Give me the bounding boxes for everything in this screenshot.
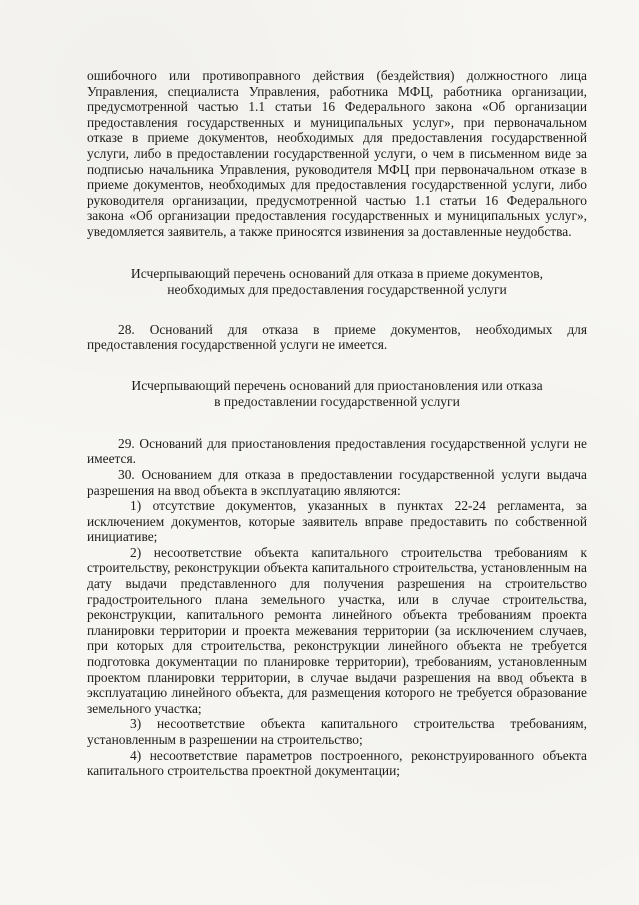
paragraph-29: 29. Оснований для приостановления предоставления государственной услуги не имеется.	[87, 435, 587, 467]
paragraph-28: 28. Оснований для отказа в приеме документов, необходимых для предоставления государственной услуги не имеется.	[87, 321, 587, 353]
heading-line: необходимых для предоставления государственной услуги	[167, 281, 507, 297]
heading-line: в предоставлении государственной услуги	[214, 393, 460, 409]
list-item-1: 1) отсутствие документов, указанных в пунктах 22-24 регламента, за исключением документов, которые заявитель вправе предоставить по собственной инициативе;	[87, 498, 587, 545]
document-body	[87, 68, 587, 779]
paragraph-30: 30. Основанием для отказа в предоставлении государственной услуги выдача разрешения на ввод объекта в эксплуатацию являются:	[87, 466, 587, 498]
list-item-4: 4) несоответствие параметров построенного, реконструированного объекта капитального строительства проектной документации;	[87, 747, 587, 779]
heading-line: Исчерпывающий перечень оснований для приостановления или отказа	[131, 377, 543, 393]
heading-line: Исчерпывающий перечень оснований для отказа в приеме документов,	[130, 265, 544, 281]
list-item-3: 3) несоответствие объекта капитального строительства требованиям, установленным в разрешении на строительство;	[87, 716, 587, 747]
section-heading-suspension-refusal	[87, 378, 587, 410]
intro-paragraph: ошибочного или противоправного действия (бездействия) должностного лица Управления, специалиста Управления, работника МФЦ, работника организации, предусмотренной частью 1.1 статьи 16 Федерального закона «Об организации предоставления государственных и муниципальных услуг», при первоначальном отказе в приеме документов, необходимых для предоставления государственной услуги, либо в предоставлении государственной услуги, о чем в письменном виде за подписью начальника Управления, руководителя МФЦ при первоначальном отказе в приеме документов, необходимых для предоставления государственной услуги, либо руководителя организации, предусмотренной частью 1.1 статьи 16 Федерального закона «Об организации предоставления государственных и муниципальных услуг», уведомляется заявитель, а также приносятся извинения за доставленные неудобства.	[87, 68, 587, 239]
list-item-2: 2) несоответствие объекта капитального строительства требованиям к строительству, реконструкции объекта капитального строительства, установленным на дату выдачи представленного для получения разрешения на строительство градостроительного плана земельного участка, или в случае строительства, реконструкции, капитального ремонта линейного объекта требованиям проекта планировки территории и проекта межевания территории (за исключением случаев, при которых для строительства, реконструкции линейного объекта не требуется подготовка документации по планировке территории), требованиям, установленным проектом планировки территории, в случае выдачи разрешения на ввод объекта в эксплуатацию линейного объекта, для размещения которого не требуется образование земельного участка;	[87, 544, 587, 716]
section-heading-refusal-documents	[87, 266, 587, 298]
